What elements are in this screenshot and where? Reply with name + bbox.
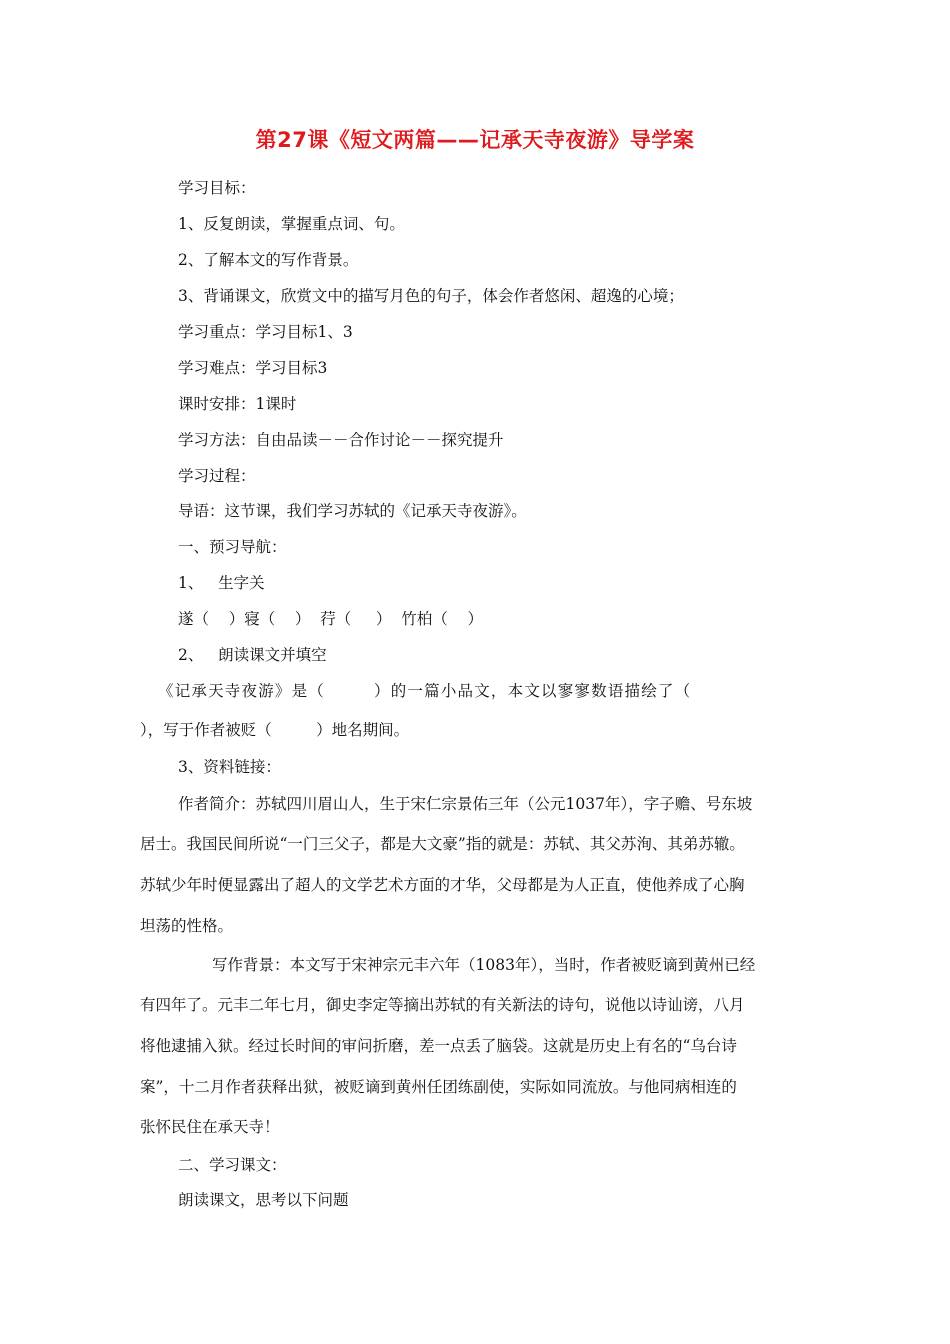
objective-2: 2、了解本文的写作背景。 [178, 251, 359, 269]
difficulty: 学习难点：学习目标3 [178, 359, 328, 377]
process-heading: 学习过程： [178, 467, 256, 485]
background-line-4: 案”，十二月作者获释出狱，被贬谪到黄州任团练副使，实际如同流放。与他同病相连的 [140, 1078, 737, 1096]
author-line-1: 作者简介：苏轼四川眉山人，生于宋仁宗景佑三年（公元1037年），字子赡、号东坡 [178, 795, 753, 813]
background-line-3: 将他逮捕入狱。经过长时间的审问折磨，差一点丢了脑袋。这就是历史上有名的“乌台诗 [140, 1037, 737, 1055]
objective-1: 1、反复朗读，掌握重点词、句。 [178, 215, 405, 233]
section-1-item-2: 2、 朗读课文并填空 [178, 646, 327, 664]
author-line-3: 苏轼少年时便显露出了超人的文学艺术方面的才华，父母都是为人正直，使他养成了心胸 [140, 876, 745, 894]
fill-blank-line-1: 《记承天寺夜游》是（ ）的一篇小品文，本文以寥寥数语描绘了（ [158, 682, 741, 700]
objectives-heading: 学习目标： [178, 179, 256, 197]
background-line-1: 写作背景：本文写于宋神宗元丰六年（1083年），当时，作者被贬谪到黄州已经 [212, 956, 756, 974]
method: 学习方法：自由品读－－合作讨论－－探究提升 [178, 431, 504, 449]
background-line-2: 有四年了。元丰二年七月，御史李定等摘出苏轼的有关新法的诗句，说他以诗讪谤，八月 [140, 996, 745, 1014]
section-2-heading: 二、学习课文： [178, 1156, 287, 1174]
section-1-item-3: 3、资料链接： [178, 758, 281, 776]
section-1-item-1: 1、 生字关 [178, 574, 265, 592]
intro: 导语：这节课，我们学习苏轼的《记承天寺夜游》。 [178, 502, 527, 520]
fill-blank-line-2: ），写于作者被贬（ ）地名期间。 [140, 721, 410, 739]
vocab-fill-line: 遂（ ）寝（ ） 荇（ ） 竹柏（ ） [178, 610, 483, 628]
objective-3: 3、背诵课文，欣赏文中的描写月色的句子，体会作者悠闲、超逸的心境； [178, 287, 684, 305]
page-title: 第27课《短文两篇——记承天寺夜游》导学案 [255, 128, 695, 152]
author-line-4: 坦荡的性格。 [140, 917, 234, 935]
background-line-5: 张怀民住在承天寺！ [140, 1118, 280, 1136]
schedule: 课时安排：1课时 [178, 395, 297, 413]
author-line-2: 居士。我国民间所说“一门三父子，都是大文豪”指的就是：苏轼、其父苏洵、其弟苏辙。 [140, 835, 745, 853]
key-point: 学习重点：学习目标1、3 [178, 323, 353, 341]
section-1-heading: 一、预习导航： [178, 538, 287, 556]
section-2-line: 朗读课文，思考以下问题 [178, 1191, 349, 1209]
